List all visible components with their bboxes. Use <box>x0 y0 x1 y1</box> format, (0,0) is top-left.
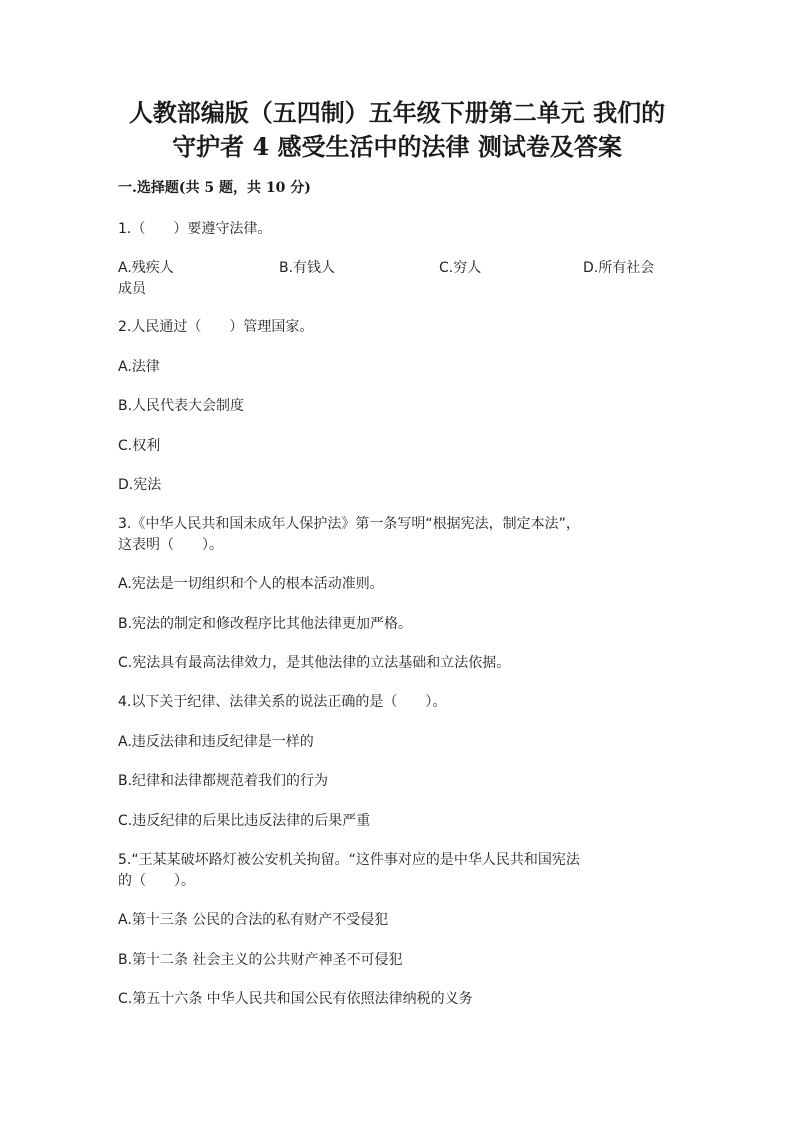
question-2-option-c: C.权利 <box>118 438 161 454</box>
question-3-option-b: B.宪法的制定和修改程序比其他法律更加严格。 <box>118 616 413 632</box>
document-title-line-2: 守护者 4 感受生活中的法律 测试卷及答案 <box>172 132 622 161</box>
question-2-stem: 2.人民通过（ ）管理国家。 <box>118 319 314 335</box>
question-5-option-c: C.第五十六条 中华人民共和国公民有依照法律纳税的义务 <box>118 991 473 1007</box>
question-3-stem-continued: 这表明（ ）。 <box>118 537 223 553</box>
question-4-option-b: B.纪律和法律都规范着我们的行为 <box>118 773 329 789</box>
question-1-stem: 1.（ ）要遵守法律。 <box>118 221 272 237</box>
question-3-stem: 3.《中华人民共和国未成年人保护法》第一条写明“根据宪法，制定本法”， <box>118 516 580 532</box>
question-1-option-b: B.有钱人 <box>279 260 336 276</box>
question-5-option-a: A.第十三条 公民的合法的私有财产不受侵犯 <box>118 912 389 928</box>
question-2-option-d: D.宪法 <box>118 477 162 493</box>
question-5-option-b: B.第十二条 社会主义的公共财产神圣不可侵犯 <box>118 952 403 968</box>
question-2-option-b: B.人民代表大会制度 <box>118 398 245 414</box>
document-title-line-1: 人教部编版（五四制）五年级下册第二单元 我们的 <box>128 98 666 127</box>
question-3-option-a: A.宪法是一切组织和个人的根本活动准则。 <box>118 576 384 592</box>
question-1-option-a: A.残疾人 <box>118 260 174 276</box>
question-4-stem: 4.以下关于纪律、法律关系的说法正确的是（ ）。 <box>118 694 447 710</box>
question-1-option-c: C.穷人 <box>439 260 482 276</box>
question-5-stem-continued: 的（ ）。 <box>118 873 195 889</box>
question-3-option-c: C.宪法具有最高法律效力，是其他法律的立法基础和立法依据。 <box>118 655 511 671</box>
question-4-option-a: A.违反法律和违反纪律是一样的 <box>118 734 314 750</box>
question-1-option-d-continued: 成员 <box>118 281 146 297</box>
question-5-stem: 5.“王某某破坏路灯被公安机关拘留。“这件事对应的是中华人民共和国宪法 <box>118 852 580 868</box>
section-heading: 一.选择题(共 5 题，共 10 分) <box>118 180 311 196</box>
question-4-option-c: C.违反纪律的后果比违反法律的后果严重 <box>118 813 371 829</box>
question-2-option-a: A.法律 <box>118 359 160 375</box>
question-1-option-d: D.所有社会 <box>583 260 655 276</box>
